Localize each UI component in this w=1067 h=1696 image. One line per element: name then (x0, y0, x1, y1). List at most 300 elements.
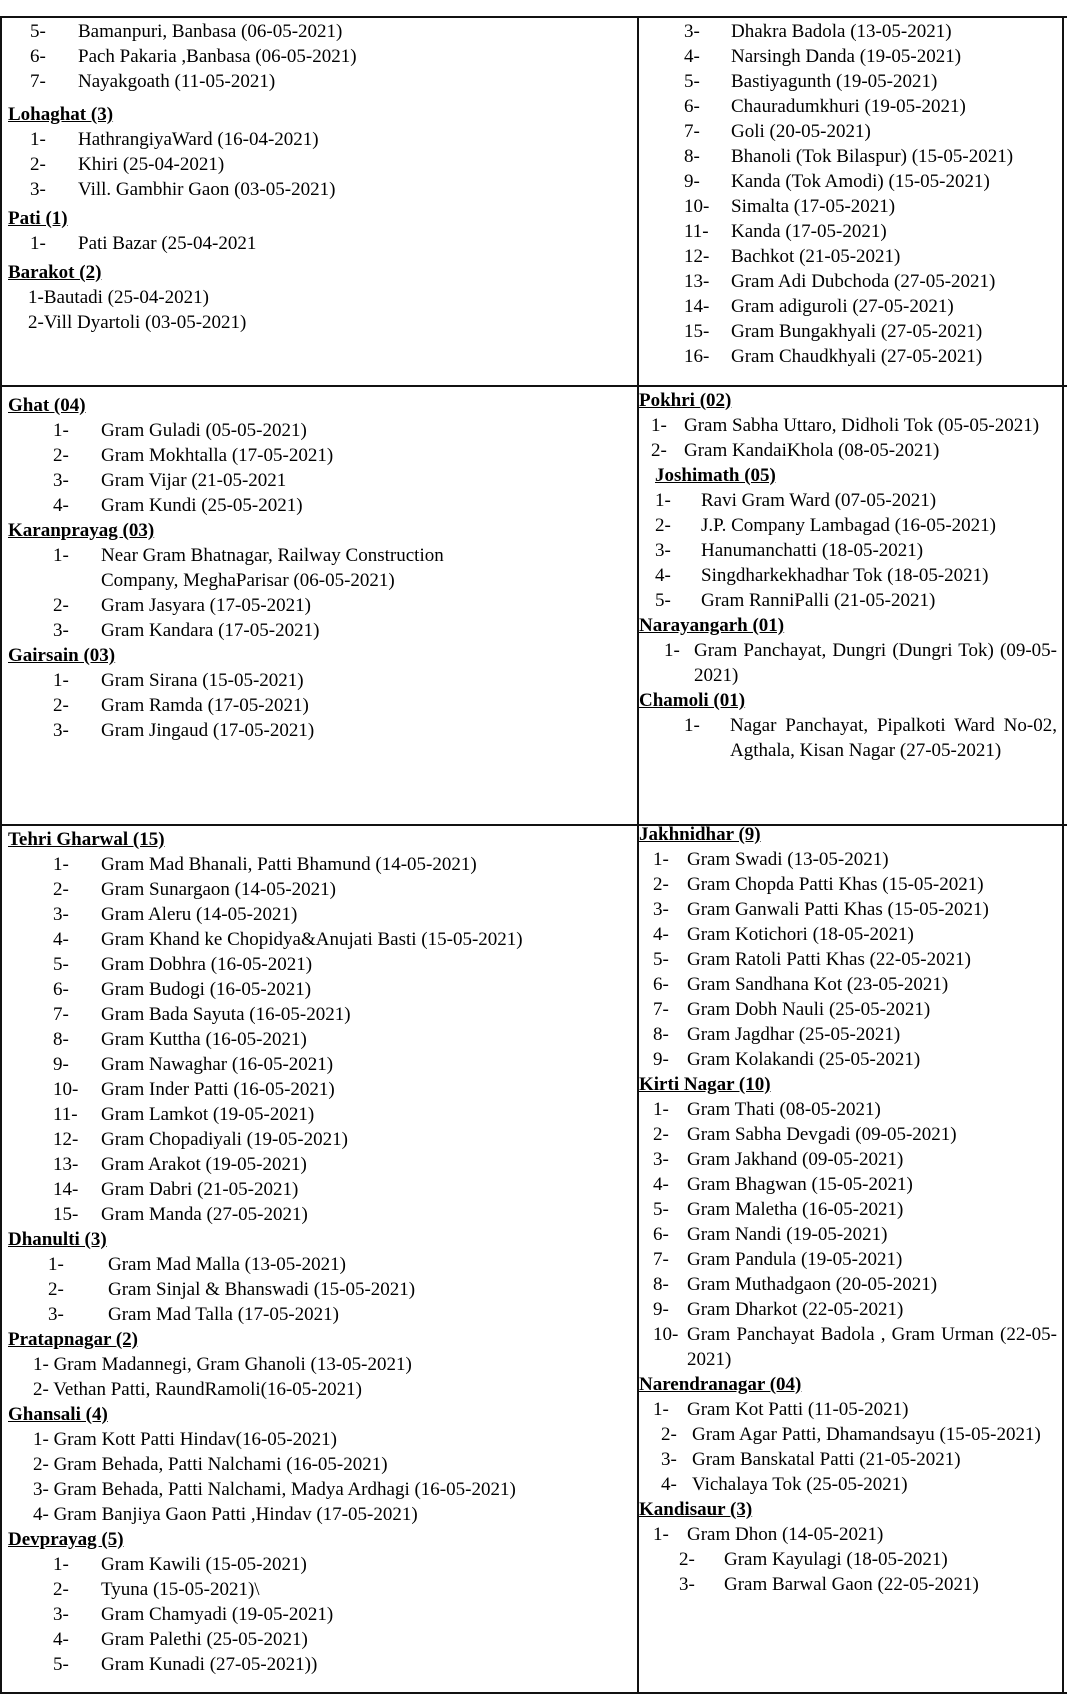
item-text: Gram Maletha (16-05-2021) (687, 1199, 904, 1220)
list-item (8, 852, 633, 877)
item-text: Gram Lamkot (19-05-2021) (101, 1104, 315, 1125)
item-number: 12- (53, 1129, 79, 1150)
item-number: 1- (53, 1554, 69, 1575)
list-item (639, 872, 1059, 897)
item-text: Gram Manda (27-05-2021) (101, 1204, 308, 1225)
item-number: 3- (684, 21, 700, 42)
item-number: 1- (53, 420, 69, 441)
item-number: 7- (684, 121, 700, 142)
list-item (8, 693, 633, 718)
item-number: 6- (653, 1224, 669, 1245)
list-item (8, 19, 633, 44)
list-item (8, 877, 633, 902)
item-text: Gram Banskatal Patti (21-05-2021) (692, 1449, 961, 1470)
list-item (8, 543, 633, 593)
item-text: Gram Ratoli Patti Khas (22-05-2021) (687, 949, 971, 970)
item-number: 2- (53, 1579, 69, 1600)
list-item (639, 1322, 1059, 1372)
item-text: Gram KandaiKhola (08-05-2021) (684, 440, 940, 461)
item-text: Gram Nawaghar (16-05-2021) (101, 1054, 334, 1075)
table-border-right (1062, 16, 1064, 1694)
item-text: Gram Sirana (15-05-2021) (101, 670, 304, 691)
item-number: 13- (53, 1154, 79, 1175)
item-number: 1- (48, 1254, 64, 1275)
item-text: Gram Kolakandi (25-05-2021) (687, 1049, 921, 1070)
item-number: 11- (684, 221, 709, 242)
list-item (8, 668, 633, 693)
item-text: Goli (20-05-2021) (731, 121, 871, 142)
list-item: 2- Gram Behada, Patti Nalchami (16-05-2021) (33, 1454, 388, 1475)
list-item (641, 294, 1059, 319)
list-item (8, 927, 633, 952)
item-number: 10- (653, 1324, 679, 1345)
list-item: 2- Vethan Patti, RaundRamoli(16-05-2021) (33, 1379, 362, 1400)
list-item (8, 1577, 633, 1602)
list-item (8, 1027, 633, 1052)
item-text: Gram Kawili (15-05-2021) (101, 1554, 307, 1575)
item-text: Gram Chopda Patti Khas (15-05-2021) (687, 874, 984, 895)
item-number: 8- (653, 1024, 669, 1045)
item-number: 3- (653, 1149, 669, 1170)
list-item (639, 922, 1059, 947)
item-text: Gram Arakot (19-05-2021) (101, 1154, 307, 1175)
list-item (639, 1472, 1059, 1497)
item-number: 15- (53, 1204, 79, 1225)
item-text: Gram Jagdhar (25-05-2021) (687, 1024, 901, 1045)
cell-row1-right (641, 19, 1059, 369)
list-item (639, 588, 1059, 613)
list-item (639, 847, 1059, 872)
list-item (8, 177, 633, 202)
item-number: 3- (48, 1304, 64, 1325)
item-text: Kanda (17-05-2021) (731, 221, 887, 242)
list-item (641, 119, 1059, 144)
item-number: 2- (679, 1549, 695, 1570)
item-number: 9- (653, 1049, 669, 1070)
table-border-bottom (0, 1692, 1067, 1694)
item-number: 12- (684, 246, 710, 267)
item-text: Gram RanniPalli (21-05-2021) (701, 590, 936, 611)
list-item (639, 1297, 1059, 1322)
list-item (639, 897, 1059, 922)
list-item (639, 1047, 1059, 1072)
cell-row1-left (8, 19, 633, 335)
item-number: 4- (653, 924, 669, 945)
item-number: 1- (651, 415, 667, 436)
list-item (8, 1002, 633, 1027)
list-item (8, 1602, 633, 1627)
list-item (639, 713, 1059, 763)
list-item (8, 1652, 633, 1677)
item-text: Gram Khand ke Chopidya&Anujati Basti (15-05-2021) (101, 929, 523, 950)
item-text: Gram Guladi (05-05-2021) (101, 420, 307, 441)
item-number: 2- (48, 1279, 64, 1300)
item-text: Gram Kandara (17-05-2021) (101, 620, 320, 641)
list-item (8, 902, 633, 927)
item-number: 5- (53, 1654, 69, 1675)
item-number: 3- (661, 1449, 677, 1470)
list-item (639, 1547, 1059, 1572)
list-item (8, 1552, 633, 1577)
cell-row3-right (639, 822, 1059, 1597)
list-item (639, 1397, 1059, 1422)
list-item (641, 194, 1059, 219)
section-heading-jakhnidhar-9: Jakhnidhar (9) (639, 824, 761, 845)
item-text: Gram Bungakhyali (27-05-2021) (731, 321, 983, 342)
section-heading-barakot-2: Barakot (2) (8, 262, 102, 283)
item-number: 4- (684, 46, 700, 67)
item-text: Gram Barwal Gaon (22-05-2021) (724, 1574, 979, 1595)
table-border-left (0, 16, 2, 1694)
list-item (639, 947, 1059, 972)
item-text: Gram Kot Patti (11-05-2021) (687, 1399, 909, 1420)
item-text: Nagar Panchayat, Pipalkoti Ward No-02, Agthala, Kisan Nagar (27-05-2021) (730, 715, 1057, 761)
list-item (641, 319, 1059, 344)
item-text: Bastiyagunth (19-05-2021) (731, 71, 938, 92)
item-text: Ravi Gram Ward (07-05-2021) (701, 490, 937, 511)
item-text: Gram Sunargaon (14-05-2021) (101, 879, 336, 900)
item-number: 3- (53, 1604, 69, 1625)
list-item (641, 144, 1059, 169)
list-item (8, 1127, 633, 1152)
item-text: Gram Jingaud (17-05-2021) (101, 720, 315, 741)
item-text: Chauradumkhuri (19-05-2021) (731, 96, 966, 117)
item-number: 1- (653, 1524, 669, 1545)
item-number: 4- (655, 565, 671, 586)
item-text: Simalta (17-05-2021) (731, 196, 896, 217)
list-item (641, 269, 1059, 294)
item-text: Gram Kundi (25-05-2021) (101, 495, 303, 516)
item-text: Gram Dabri (21-05-2021) (101, 1179, 299, 1200)
section-heading-devprayag-5: Devprayag (5) (8, 1529, 124, 1550)
item-text: Gram Sandhana Kot (23-05-2021) (687, 974, 949, 995)
item-text: Gram Muthadgaon (20-05-2021) (687, 1274, 938, 1295)
list-item (639, 1172, 1059, 1197)
item-number: 6- (684, 96, 700, 117)
item-number: 6- (30, 46, 46, 67)
item-text: Khiri (25-04-2021) (78, 154, 225, 175)
item-number: 2- (651, 440, 667, 461)
item-number: 2- (53, 695, 69, 716)
list-item (8, 593, 633, 618)
item-number: 8- (684, 146, 700, 167)
item-text: Bhanoli (Tok Bilaspur) (15-05-2021) (731, 146, 1014, 167)
item-number: 8- (53, 1029, 69, 1050)
list-item (8, 418, 633, 443)
list-item (8, 231, 633, 256)
list-item (639, 513, 1059, 538)
item-text: Bachkot (21-05-2021) (731, 246, 901, 267)
item-number: 4- (53, 929, 69, 950)
item-text: Gram Panchayat Badola , Gram Urman (22-05-2021) (687, 1324, 1057, 1370)
list-item: 3- Gram Behada, Patti Nalchami, Madya Ardhagi (16-05-2021) (33, 1479, 516, 1500)
section-heading-narayangarh-01: Narayangarh (01) (639, 615, 785, 636)
item-text: Vill. Gambhir Gaon (03-05-2021) (78, 179, 336, 200)
item-text: Near Gram Bhatnagar, Railway Construction Company, MeghaParisar (06-05-2021) (101, 545, 444, 591)
item-text: Gram Thati (08-05-2021) (687, 1099, 881, 1120)
list-item (639, 1222, 1059, 1247)
item-number: 1- (653, 1099, 669, 1120)
list-item (639, 972, 1059, 997)
item-text: Gram Dobhra (16-05-2021) (101, 954, 313, 975)
item-number: 3- (53, 904, 69, 925)
item-text: Gram Dhon (14-05-2021) (687, 1524, 884, 1545)
item-text: Gram Sinjal & Bhanswadi (15-05-2021) (108, 1279, 416, 1300)
item-text: Singdharkekhadhar Tok (18-05-2021) (701, 565, 989, 586)
section-heading-lohaghat-3: Lohaghat (3) (8, 104, 114, 125)
item-number: 10- (684, 196, 710, 217)
item-text: Gram Palethi (25-05-2021) (101, 1629, 308, 1650)
item-number: 2- (53, 879, 69, 900)
item-number: 8- (653, 1274, 669, 1295)
item-number: 1- (653, 1399, 669, 1420)
item-text: Gram Ganwali Patti Khas (15-05-2021) (687, 899, 989, 920)
list-item (641, 94, 1059, 119)
list-item (8, 1177, 633, 1202)
list-item (641, 344, 1059, 369)
list-item (639, 1147, 1059, 1172)
cell-row2-right (639, 388, 1059, 763)
item-text: Vichalaya Tok (25-05-2021) (692, 1474, 908, 1495)
item-text: Gram Dharkot (22-05-2021) (687, 1299, 904, 1320)
list-item (8, 127, 633, 152)
item-text: Gram Bada Sayuta (16-05-2021) (101, 1004, 351, 1025)
item-text: Nayakgoath (11-05-2021) (78, 71, 276, 92)
item-number: 4- (653, 1174, 669, 1195)
item-text: Bamanpuri, Banbasa (06-05-2021) (78, 21, 343, 42)
list-item (639, 1422, 1059, 1447)
list-item (639, 997, 1059, 1022)
item-text: HathrangiyaWard (16-04-2021) (78, 129, 319, 150)
section-heading-kandisaur-3: Kandisaur (3) (639, 1499, 753, 1520)
item-number: 1- (664, 640, 680, 661)
list-item (8, 69, 633, 94)
item-number: 1- (684, 715, 700, 736)
list-item (639, 488, 1059, 513)
item-number: 1- (653, 849, 669, 870)
item-number: 7- (653, 999, 669, 1020)
list-item (8, 44, 633, 69)
list-item (639, 413, 1059, 438)
item-text: Gram Pandula (19-05-2021) (687, 1249, 903, 1270)
section-heading-narendranagar-04: Narendranagar (04) (639, 1374, 802, 1395)
item-number: 5- (653, 1199, 669, 1220)
list-item (639, 1572, 1059, 1597)
item-number: 7- (53, 1004, 69, 1025)
item-text: Gram Chopadiyali (19-05-2021) (101, 1129, 348, 1150)
item-text: Gram Mad Talla (17-05-2021) (108, 1304, 340, 1325)
list-item: 1- Gram Madannegi, Gram Ghanoli (13-05-2021) (33, 1354, 412, 1375)
item-number: 1- (53, 545, 69, 566)
list-item (8, 1627, 633, 1652)
list-item (641, 219, 1059, 244)
item-text: Hanumanchatti (18-05-2021) (701, 540, 924, 561)
item-number: 15- (684, 321, 710, 342)
list-item (639, 538, 1059, 563)
list-item: 2-Vill Dyartoli (03-05-2021) (28, 312, 247, 333)
section-heading-pokhri-02: Pokhri (02) (639, 390, 732, 411)
item-text: Gram Vijar (21-05-2021 (101, 470, 287, 491)
list-item (8, 1052, 633, 1077)
item-number: 1- (30, 129, 46, 150)
list-item (8, 443, 633, 468)
list-item (639, 563, 1059, 588)
item-number: 5- (655, 590, 671, 611)
item-number: 5- (653, 949, 669, 970)
list-item (8, 1252, 633, 1277)
item-number: 3- (655, 540, 671, 561)
list-item (8, 977, 633, 1002)
item-text: Gram Jasyara (17-05-2021) (101, 595, 311, 616)
list-item (641, 244, 1059, 269)
list-item (8, 1277, 633, 1302)
list-item (639, 1247, 1059, 1272)
list-item (8, 1102, 633, 1127)
item-number: 16- (684, 346, 710, 367)
item-text: Gram Chamyadi (19-05-2021) (101, 1604, 334, 1625)
item-number: 1- (655, 490, 671, 511)
list-item: 4- Gram Banjiya Gaon Patti ,Hindav (17-05-2021) (33, 1504, 418, 1525)
item-number: 6- (53, 979, 69, 1000)
item-number: 3- (30, 179, 46, 200)
list-item: 1-Bautadi (25-04-2021) (28, 287, 209, 308)
section-heading-ghat-04: Ghat (04) (8, 395, 86, 416)
item-text: Gram Inder Patti (16-05-2021) (101, 1079, 335, 1100)
item-text: Narsingh Danda (19-05-2021) (731, 46, 962, 67)
cell-row3-left (8, 827, 633, 1677)
item-text: Gram adiguroli (27-05-2021) (731, 296, 954, 317)
item-text: Gram Kayulagi (18-05-2021) (724, 1549, 948, 1570)
item-number: 11- (53, 1104, 78, 1125)
item-number: 1- (53, 670, 69, 691)
list-item (639, 1097, 1059, 1122)
item-text: Gram Kuttha (16-05-2021) (101, 1029, 307, 1050)
item-text: Gram Bhagwan (15-05-2021) (687, 1174, 913, 1195)
section-heading-dhanulti-3: Dhanulti (3) (8, 1229, 107, 1250)
item-text: Gram Panchayat, Dungri (Dungri Tok) (09-05-2021) (694, 640, 1057, 686)
item-text: Gram Kotichori (18-05-2021) (687, 924, 914, 945)
list-item (8, 1077, 633, 1102)
item-number: 7- (30, 71, 46, 92)
item-number: 9- (53, 1054, 69, 1075)
list-item (8, 1152, 633, 1177)
list-item (641, 69, 1059, 94)
list-item (8, 718, 633, 743)
item-text: Gram Aleru (14-05-2021) (101, 904, 298, 925)
item-number: 5- (684, 71, 700, 92)
row-divider-1 (0, 385, 1067, 387)
list-item (639, 1522, 1059, 1547)
item-number: 4- (53, 495, 69, 516)
section-heading-tehri-gharwal-15: Tehri Gharwal (15) (8, 829, 165, 850)
item-number: 2- (30, 154, 46, 175)
section-heading-joshimath-05: Joshimath (05) (655, 465, 776, 486)
section-heading-gairsain-03: Gairsain (03) (8, 645, 116, 666)
list-item (641, 19, 1059, 44)
item-text: Kanda (Tok Amodi) (15-05-2021) (731, 171, 990, 192)
list-item (639, 1272, 1059, 1297)
list-item (639, 1022, 1059, 1047)
item-number: 5- (53, 954, 69, 975)
item-text: Gram Adi Dubchoda (27-05-2021) (731, 271, 996, 292)
list-item (639, 638, 1059, 688)
item-number: 9- (684, 171, 700, 192)
item-text: Gram Mad Bhanali, Patti Bhamund (14-05-2021) (101, 854, 477, 875)
item-text: Gram Budogi (16-05-2021) (101, 979, 312, 1000)
item-number: 4- (53, 1629, 69, 1650)
item-text: Gram Kunadi (27-05-2021)) (101, 1654, 318, 1675)
list-item (639, 438, 1059, 463)
item-text: Tyuna (15-05-2021)\ (101, 1579, 260, 1600)
item-text: J.P. Company Lambagad (16-05-2021) (701, 515, 996, 536)
item-text: Pati Bazar (25-04-2021 (78, 233, 257, 254)
item-text: Gram Dobh Nauli (25-05-2021) (687, 999, 931, 1020)
list-item (8, 1202, 633, 1227)
item-text: Gram Nandi (19-05-2021) (687, 1224, 888, 1245)
list-item: 1- Gram Kott Patti Hindav(16-05-2021) (33, 1429, 337, 1450)
section-heading-pati-1: Pati (1) (8, 208, 68, 229)
item-number: 1- (53, 854, 69, 875)
list-item (641, 169, 1059, 194)
item-number: 2- (655, 515, 671, 536)
section-heading-kirti-nagar-10: Kirti Nagar (10) (639, 1074, 771, 1095)
item-number: 2- (661, 1424, 677, 1445)
item-text: Gram Jakhand (09-05-2021) (687, 1149, 904, 1170)
item-number: 7- (653, 1249, 669, 1270)
cell-row2-left (8, 393, 633, 743)
list-item (8, 468, 633, 493)
item-number: 2- (53, 445, 69, 466)
item-text: Gram Sabha Devgadi (09-05-2021) (687, 1124, 957, 1145)
item-number: 1- (30, 233, 46, 254)
list-item (641, 44, 1059, 69)
item-number: 3- (53, 470, 69, 491)
item-number: 6- (653, 974, 669, 995)
section-heading-ghansali-4: Ghansali (4) (8, 1404, 108, 1425)
item-number: 14- (684, 296, 710, 317)
section-heading-chamoli-01: Chamoli (01) (639, 690, 746, 711)
item-number: 14- (53, 1179, 79, 1200)
list-item (639, 1197, 1059, 1222)
item-number: 9- (653, 1299, 669, 1320)
section-heading-pratapnagar-2: Pratapnagar (2) (8, 1329, 138, 1350)
item-number: 3- (653, 899, 669, 920)
item-text: Gram Agar Patti, Dhamandsayu (15-05-2021) (692, 1424, 1041, 1445)
item-number: 10- (53, 1079, 79, 1100)
item-text: Gram Mokhtalla (17-05-2021) (101, 445, 334, 466)
item-number: 3- (53, 720, 69, 741)
item-number: 3- (679, 1574, 695, 1595)
item-text: Gram Chaudkhyali (27-05-2021) (731, 346, 983, 367)
item-text: Gram Mad Malla (13-05-2021) (108, 1254, 346, 1275)
section-heading-karanprayag-03: Karanprayag (03) (8, 520, 155, 541)
item-number: 2- (653, 1124, 669, 1145)
item-number: 3- (53, 620, 69, 641)
list-item (8, 152, 633, 177)
item-text: Gram Swadi (13-05-2021) (687, 849, 889, 870)
list-item (8, 952, 633, 977)
item-text: Gram Ramda (17-05-2021) (101, 695, 309, 716)
list-item (8, 493, 633, 518)
item-text: Dhakra Badola (13-05-2021) (731, 21, 952, 42)
item-number: 2- (653, 874, 669, 895)
list-item (639, 1447, 1059, 1472)
list-item (639, 1122, 1059, 1147)
item-number: 5- (30, 21, 46, 42)
item-number: 13- (684, 271, 710, 292)
item-number: 2- (53, 595, 69, 616)
list-item (8, 1302, 633, 1327)
